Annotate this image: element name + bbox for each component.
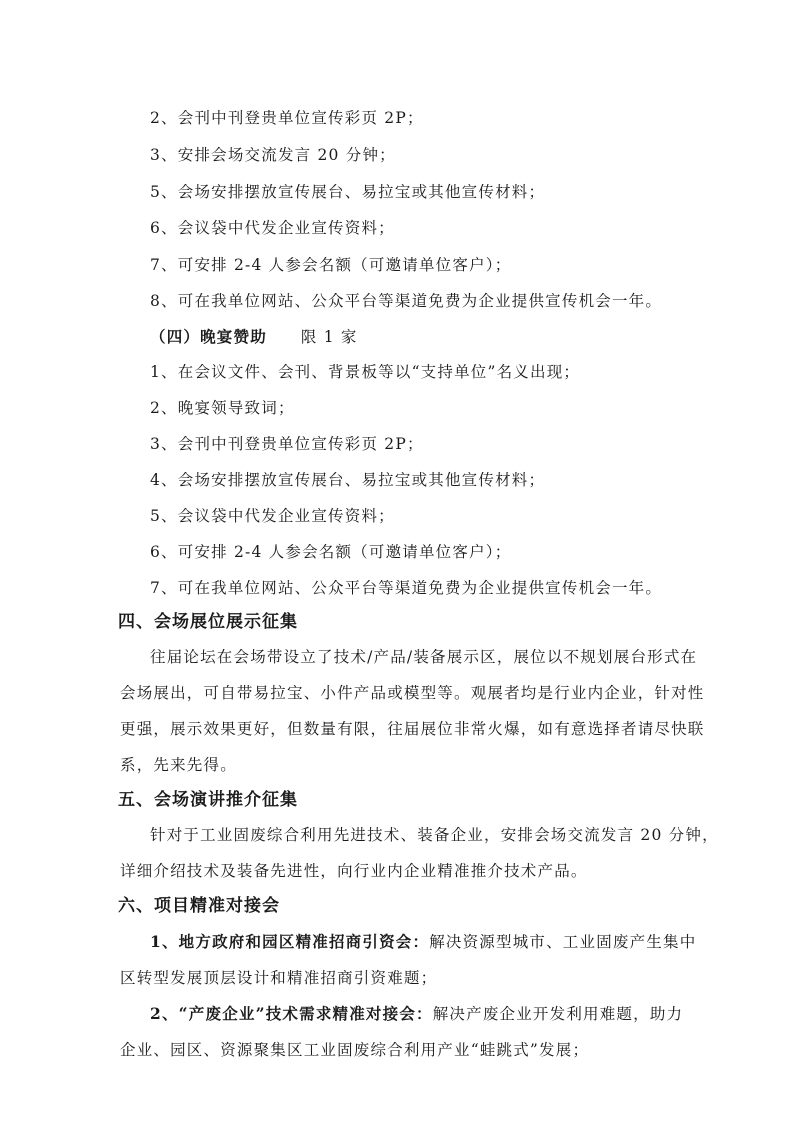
section-heading: 六、项目精准对接会: [118, 896, 280, 916]
subsection-limit: 限 1 家: [300, 328, 358, 346]
paragraph-line: 更强，展示效果更好，但数量有限，往届展位非常火爆，如有意选择者请尽快联: [120, 720, 705, 738]
paragraph-line: [150, 930, 696, 954]
item-text: 解决产废企业开发利用难题，助力: [432, 1005, 684, 1023]
paragraph-line: [150, 1002, 683, 1026]
list-item: 3、安排会场交流发言 20 分钟；: [150, 146, 396, 164]
list-item: 4、会场安排摆放宣传展台、易拉宝或其他宣传材料；: [150, 471, 546, 489]
paragraph-line: 企业、园区、资源聚集区工业固废综合利用产业“蛙跳式”发展；: [120, 1041, 590, 1059]
paragraph-line: 系，先来先得。: [120, 756, 237, 774]
paragraph-line: 针对于工业固废综合利用先进技术、装备企业，安排会场交流发言 20 分钟，: [150, 826, 719, 844]
list-item: 2、晚宴领导致词；: [150, 399, 295, 417]
list-item: 2、会刊中刊登贵单位宣传彩页 2P；: [150, 109, 424, 127]
section-heading: 五、会场演讲推介征集: [118, 790, 298, 810]
paragraph-line: 会场展出，可自带易拉宝、小件产品或模型等。观展者均是行业内企业，针对性: [120, 684, 705, 702]
list-item: 5、会议袋中代发企业宣传资料；: [150, 507, 395, 525]
subsection-heading: [150, 325, 358, 349]
paragraph-line: 往届论坛在会场带设立了技术/产品/装备展示区，展位以不规划展台形式在: [150, 648, 698, 666]
subsection-title: （四）晚宴赞助: [150, 327, 267, 346]
paragraph-line: 详细介绍技术及装备先进性，向行业内企业精准推介技术产品。: [120, 862, 588, 880]
list-item: 5、会场安排摆放宣传展台、易拉宝或其他宣传材料；: [150, 183, 546, 201]
section-heading: 四、会场展位展示征集: [118, 612, 298, 632]
paragraph-line: 区转型发展顶层设计和精准招商引资难题；: [120, 969, 438, 987]
item-text: 解决资源型城市、工业固废产生集中: [429, 933, 697, 951]
list-item: 6、会议袋中代发企业宣传资料；: [150, 219, 395, 237]
list-item: 1、在会议文件、会刊、背景板等以“支持单位”名义出现；: [150, 363, 581, 381]
list-item: 6、可安排 2-4 人参会名额（可邀请单位客户）；: [150, 543, 512, 561]
list-item: 7、可安排 2-4 人参会名额（可邀请单位客户）；: [150, 256, 512, 274]
list-item: 3、会刊中刊登贵单位宣传彩页 2P；: [150, 435, 424, 453]
list-item: 7、可在我单位网站、公众平台等渠道免费为企业提供宣传机会一年。: [150, 579, 663, 597]
item-title: 2、“产废企业”技术需求精准对接会：: [150, 1004, 433, 1023]
item-title: 1、地方政府和园区精准招商引资会：: [150, 932, 430, 951]
list-item: 8、可在我单位网站、公众平台等渠道免费为企业提供宣传机会一年。: [150, 292, 663, 310]
